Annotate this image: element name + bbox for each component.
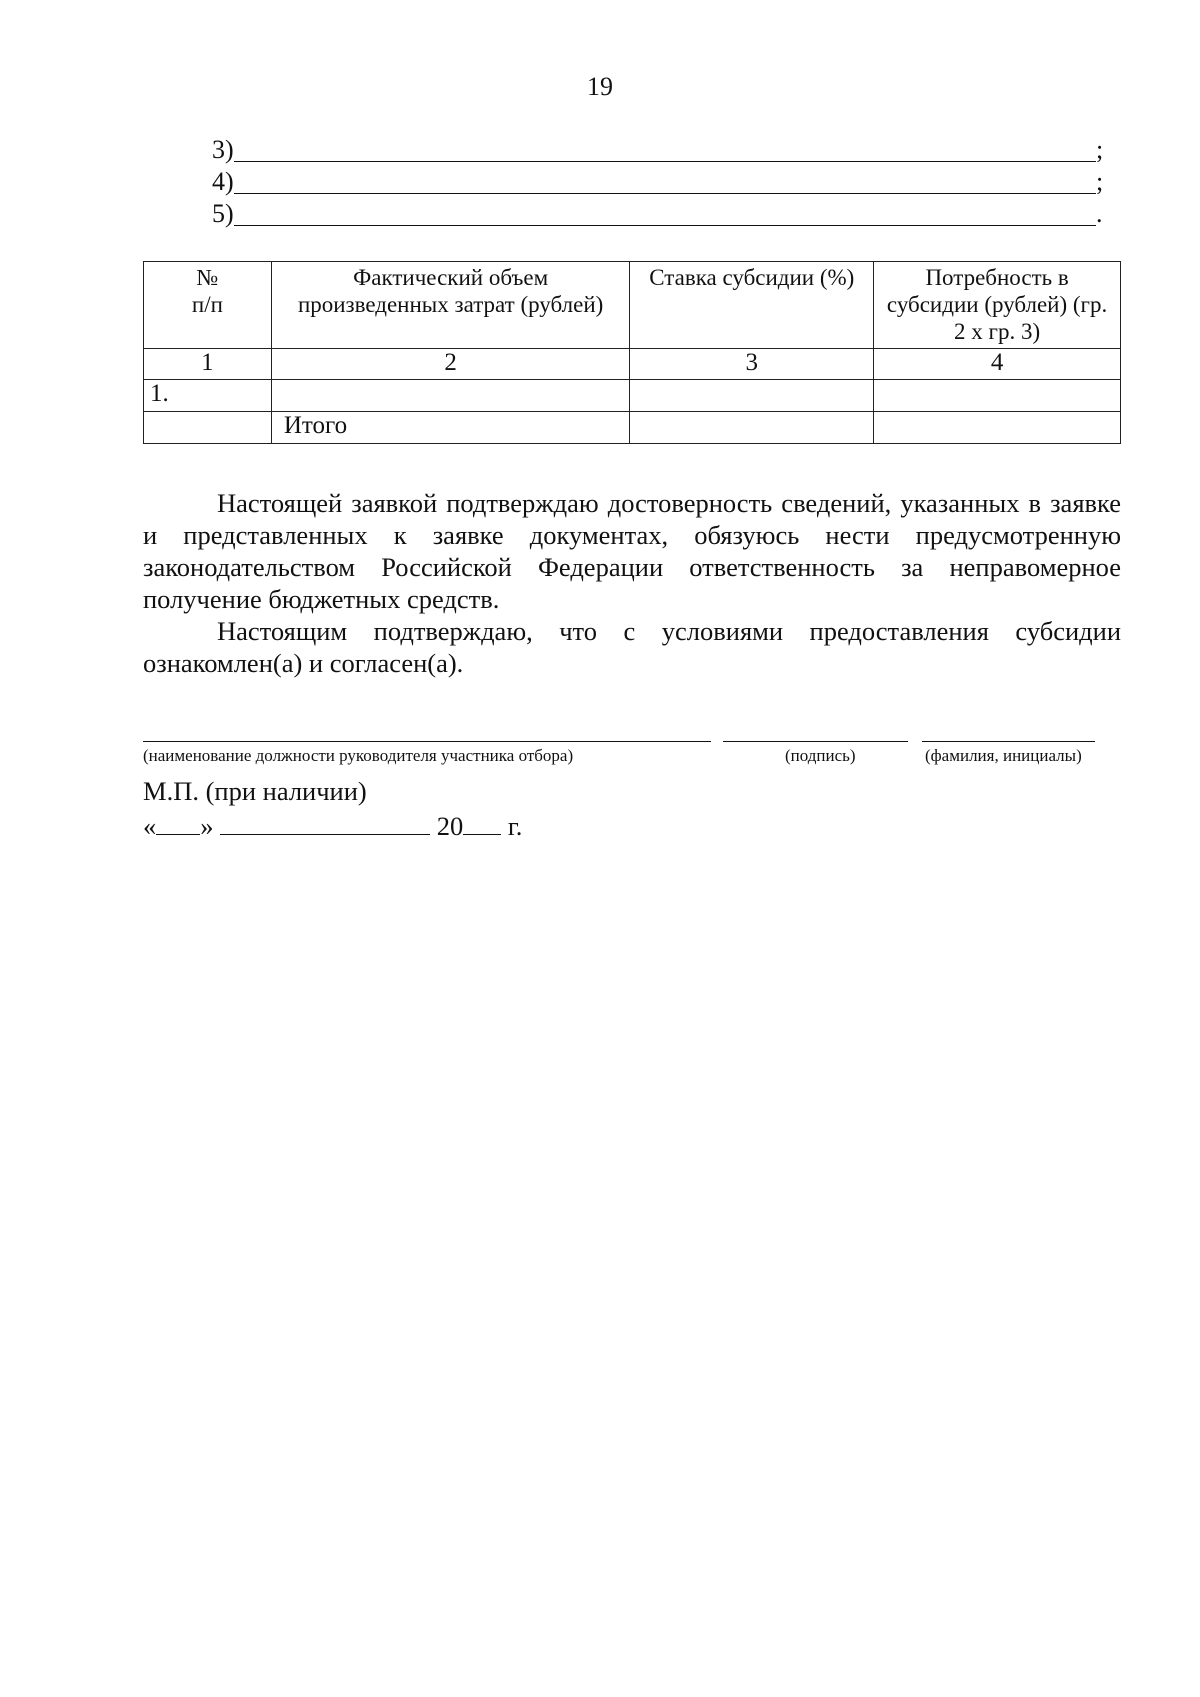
name-caption: (фамилия, инициалы): [925, 746, 1082, 765]
position-signature-line[interactable]: [143, 739, 711, 742]
header-cell-need: Потребность в субсидии (рублей) (гр. 2 х гр. 3): [874, 262, 1121, 349]
table-header-row: [144, 262, 1121, 349]
subsidy-table: [143, 261, 1121, 444]
year-prefix: 20: [436, 811, 464, 841]
page-number: 19: [587, 72, 613, 101]
column-number: 1: [144, 349, 272, 380]
table-cell[interactable]: 1.: [144, 380, 272, 412]
line-terminator: ;: [1096, 135, 1104, 164]
consent-paragraph: Настоящим подтверждаю, что с условиями предоставления субсидии ознакомлен(а) и согласен(а).: [143, 616, 1121, 678]
line-number: 5): [212, 199, 234, 228]
table-cell[interactable]: [630, 412, 874, 444]
column-number-row: [144, 349, 1121, 380]
name-signature-line[interactable]: [922, 739, 1095, 742]
table-cell[interactable]: [630, 380, 874, 412]
table-cell[interactable]: [874, 380, 1121, 412]
column-number: 3: [630, 349, 874, 380]
open-quote: «: [143, 811, 157, 841]
line-number: 4): [212, 167, 234, 196]
header-cell-number: № п/п: [144, 262, 272, 349]
stamp-label: М.П. (при наличии): [143, 776, 367, 806]
table-cell[interactable]: [271, 380, 630, 412]
fill-in-blank[interactable]: [234, 137, 1096, 162]
table-cell[interactable]: [874, 412, 1121, 444]
header-cell-costs: Фактический объем произведенных затрат (рублей): [271, 262, 630, 349]
table-cell[interactable]: [144, 412, 272, 444]
signature-line[interactable]: [723, 739, 908, 742]
fill-in-blank[interactable]: [234, 201, 1096, 226]
column-number: 2: [271, 349, 630, 380]
numbered-line-4: [212, 165, 1110, 197]
confirmation-paragraph: Настоящей заявкой подтверждаю достоверность сведений, указанных в заявке и представленных к заявке документах, обязуюсь нести предусмотренную законодательством Российской Федерации ответственность за неправомерное получение бюджетных средств.: [143, 488, 1121, 614]
numbered-line-5: [212, 197, 1110, 229]
table-row: [144, 380, 1121, 412]
line-terminator: .: [1096, 199, 1103, 228]
month-blank[interactable]: [220, 810, 430, 835]
date-line: [143, 810, 522, 842]
header-cell-rate: Ставка субсидии (%): [630, 262, 874, 349]
year-blank[interactable]: [463, 810, 501, 835]
fill-in-blank[interactable]: [234, 169, 1096, 194]
line-terminator: ;: [1096, 167, 1104, 196]
close-quote: »: [200, 811, 214, 841]
table-total-row: [144, 412, 1121, 444]
numbered-line-3: [212, 133, 1110, 165]
total-label: Итого: [271, 412, 630, 444]
signature-caption: (подпись): [785, 746, 856, 765]
position-caption: (наименование должности руководителя участника отбора): [143, 746, 574, 765]
column-number: 4: [874, 349, 1121, 380]
day-blank[interactable]: [156, 810, 200, 835]
line-number: 3): [212, 135, 234, 164]
year-suffix: г.: [507, 811, 523, 841]
